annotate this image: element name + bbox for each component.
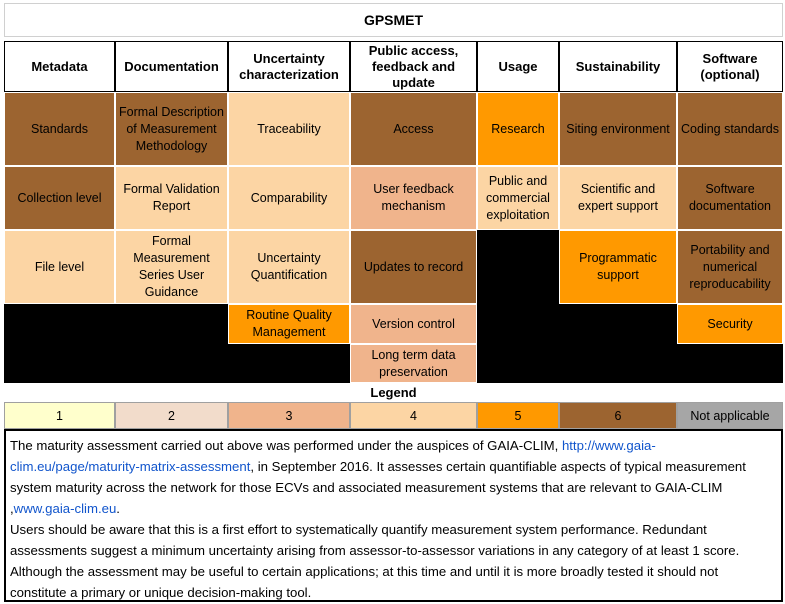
legend-title: Legend [370, 385, 417, 400]
cell-long-term-preservation: Long term data preservation [350, 344, 477, 383]
notes-text-1: The maturity assessment carried out above was performed under the auspices of GAIA-CLIM, [10, 438, 562, 453]
header-documentation: Documentation [115, 41, 228, 92]
cell-formal-guidance: Formal Measurement Series User Guidance [115, 230, 228, 304]
not-applicable-block [559, 304, 677, 383]
cell-software-documentation: Software documentation [677, 166, 783, 230]
not-applicable-block [677, 344, 783, 383]
matrix-title: GPSMET [4, 3, 783, 37]
cell-research: Research [477, 92, 559, 166]
notes-text-2: , in September 2016. It assesses certain quantifiable aspects of typical measurement system maturity across the network for those ECVs and associated measurement systems that are relevant to GAIA-CLIM , [10, 459, 746, 516]
legend-score-1: 1 [4, 402, 115, 429]
cell-file-level: File level [4, 230, 115, 304]
cell-traceability: Traceability [228, 92, 350, 166]
cell-standards: Standards [4, 92, 115, 166]
cell-siting-environment: Siting environment [559, 92, 677, 166]
maturity-matrix-link[interactable]: http://www.gaia-clim.eu/page/maturity-matrix-assessment [10, 438, 656, 474]
cell-programmatic-support: Programmatic support [559, 230, 677, 304]
cell-scientific-support: Scientific and expert support [559, 166, 677, 230]
not-applicable-block [4, 304, 115, 383]
cell-collection-level: Collection level [4, 166, 115, 230]
header-uncertainty: Uncertainty characterization [228, 41, 350, 92]
legend-score-5: 5 [477, 402, 559, 429]
cell-updates-to-record: Updates to record [350, 230, 477, 304]
header-sustainability: Sustainability [559, 41, 677, 92]
legend-score-4: 4 [350, 402, 477, 429]
legend-score-3: 3 [228, 402, 350, 429]
header-software: Software (optional) [677, 41, 783, 92]
header-usage: Usage [477, 41, 559, 92]
notes-disclaimer: Users should be aware that this is a first effort to systematically quantify measurement system performance. Redundant assessments suggest a minimum uncertainty arising from assessor-to-assessor variations in any category of at least 1 score. Although the assessment may be useful to certain applications; at this time and until it is more broadly tested it should not constitute a primary or unique decision-making tool. [10, 522, 740, 600]
header-public-access: Public access, feedback and update [350, 41, 477, 92]
not-applicable-block [228, 344, 350, 383]
cell-formal-description: Formal Description of Measurement Methodology [115, 92, 228, 166]
cell-coding-standards: Coding standards [677, 92, 783, 166]
not-applicable-block [477, 230, 559, 383]
cell-public-commercial: Public and commercial exploitation [477, 166, 559, 230]
cell-formal-validation: Formal Validation Report [115, 166, 228, 230]
header-metadata: Metadata [4, 41, 115, 92]
legend-not-applicable: Not applicable [677, 402, 783, 429]
legend-score-2: 2 [115, 402, 228, 429]
cell-comparability: Comparability [228, 166, 350, 230]
cell-access: Access [350, 92, 477, 166]
cell-portability: Portability and numerical reproducability [677, 230, 783, 304]
cell-uncertainty-quantification: Uncertainty Quantification [228, 230, 350, 304]
cell-routine-quality-management: Routine Quality Management [228, 304, 350, 344]
assessment-notes [4, 429, 783, 602]
legend-score-6: 6 [559, 402, 677, 429]
notes-text-3: . [116, 501, 120, 516]
not-applicable-block [115, 304, 228, 383]
gaia-clim-link[interactable]: www.gaia-clim.eu [13, 501, 117, 516]
cell-version-control: Version control [350, 304, 477, 344]
cell-security: Security [677, 304, 783, 344]
cell-user-feedback: User feedback mechanism [350, 166, 477, 230]
